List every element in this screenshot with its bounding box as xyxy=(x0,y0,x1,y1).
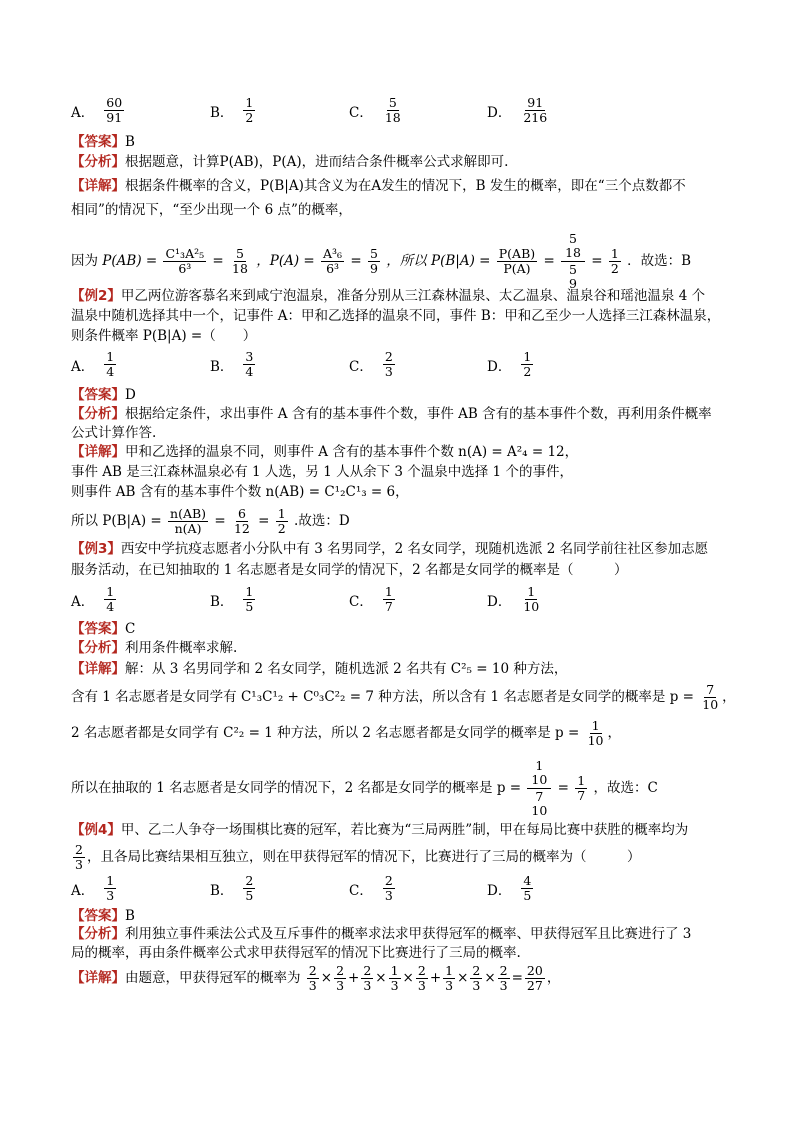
compound-fraction xyxy=(561,232,585,291)
stem-text: 西安中学抗疫志愿者小分队中有 3 名男同学，2 名女同学，现随机选派 2 名同学前往社区参加志愿 xyxy=(120,541,709,557)
detail-text: 2 名志愿者都是女同学有 C²₂ = 1 种方法，所以 2 名志愿者都是女同学的概率是 p = xyxy=(71,725,580,741)
fraction xyxy=(361,964,373,993)
q3-stem-line1 xyxy=(71,540,708,558)
denominator: 91 xyxy=(106,110,123,125)
operator: × xyxy=(402,970,414,986)
option-label: A． xyxy=(71,358,95,375)
denominator: 3 xyxy=(363,978,372,993)
q4-analysis-line2: 局的概率，再由条件概率公式求甲获得冠军的情况下比赛进行了三局的概率. xyxy=(71,945,521,961)
numerator: 7 xyxy=(535,789,544,804)
denominator: 6³ xyxy=(326,261,340,276)
fraction xyxy=(470,964,482,993)
q3-option-c xyxy=(349,585,397,614)
denominator: 9 xyxy=(569,276,577,291)
fraction xyxy=(334,964,346,993)
detail-text: 含有 1 名志愿者是女同学有 C¹₃C¹₂ + C⁰₃C²₂ = 7 种方法，所以含有 1 名志愿者是女同学的概率是 p = xyxy=(71,689,694,705)
denominator: 10 xyxy=(523,599,540,614)
math-text: 所以 P(B|A) = xyxy=(71,513,162,529)
answer-value: D xyxy=(125,387,136,403)
q2-stem-line3: 则条件概率 P(B|A) =（ ） xyxy=(71,328,257,344)
denominator: 5 xyxy=(245,888,254,903)
numerator: 5 xyxy=(569,262,577,277)
option-label: A． xyxy=(71,104,95,121)
denominator: 18 xyxy=(565,245,581,260)
q2-detail-formula xyxy=(71,506,350,536)
analysis-text: 根据题意，计算P(AB)，P(A)，进而结合条件概率公式求解即可. xyxy=(125,154,509,170)
math-text: P(AB) = xyxy=(102,253,158,269)
denominator: 18 xyxy=(232,261,248,276)
equals: = xyxy=(557,780,569,796)
example-tag: 【例4】 xyxy=(71,822,121,838)
numerator: 1 xyxy=(277,506,286,521)
numerator: 60 xyxy=(106,95,123,110)
detail-text: 解：从 3 名男同学和 2 名女同学，随机选派 2 名共有 C²₅ = 10 种方法， xyxy=(125,661,568,677)
q2-answer xyxy=(71,386,136,404)
q4-detail-line1 xyxy=(71,963,560,993)
numerator: 2 xyxy=(336,963,345,978)
denominator: 3 xyxy=(384,888,393,903)
detail-label: 【详解】 xyxy=(71,661,125,677)
fraction xyxy=(243,874,255,903)
numerator: 1 xyxy=(106,584,115,599)
fraction xyxy=(230,247,250,276)
fraction xyxy=(389,964,401,993)
q2-option-a xyxy=(71,350,118,379)
q4-answer xyxy=(71,907,135,925)
answer-label: 【答案】 xyxy=(71,621,125,637)
denominator: 10 xyxy=(702,697,719,712)
q1-detail-line1 xyxy=(71,177,686,195)
fraction xyxy=(383,585,395,614)
fraction xyxy=(243,585,255,614)
detail-text: 所以在抽取的 1 名志愿者是女同学的情况下，2 名都是女同学的概率是 p = xyxy=(71,780,522,796)
option-label: B． xyxy=(210,104,234,121)
fraction xyxy=(168,507,208,536)
fraction xyxy=(521,96,549,125)
fraction xyxy=(243,350,255,379)
detail-label: 【详解】 xyxy=(71,970,125,986)
numerator: 2 xyxy=(384,349,393,364)
text: .故选：D xyxy=(294,513,350,529)
denominator: 27 xyxy=(526,978,543,993)
fraction xyxy=(383,96,403,125)
numerator: 1 xyxy=(535,758,544,773)
detail-label: 【详解】 xyxy=(71,444,125,460)
numerator: 2 xyxy=(472,963,481,978)
denominator: 3 xyxy=(336,978,345,993)
denominator: 216 xyxy=(523,110,548,125)
q2-detail-line2: 事件 AB 是三江森林温泉必有 1 人选，另 1 人从余下 3 个温泉中选择 1 个的事件， xyxy=(71,464,573,480)
q4-option-b xyxy=(210,874,257,903)
fraction xyxy=(521,585,541,614)
q1-option-a xyxy=(71,96,126,125)
denominator: 4 xyxy=(106,599,115,614)
text: ， xyxy=(607,725,622,741)
numerator: 1 xyxy=(577,773,586,788)
analysis-text: 利用条件概率求解. xyxy=(125,640,238,656)
denominator: 2 xyxy=(523,364,532,379)
fraction xyxy=(525,964,545,993)
q3-analysis xyxy=(71,639,237,657)
example-tag: 【例3】 xyxy=(71,541,121,557)
fraction xyxy=(163,247,206,276)
q1-detail-formula xyxy=(71,232,691,291)
fraction xyxy=(443,964,455,993)
denominator: 3 xyxy=(445,978,454,993)
denominator: 2 xyxy=(277,521,286,536)
q4-stem-line2 xyxy=(71,842,640,872)
denominator: 10 xyxy=(587,733,604,748)
denominator: 2 xyxy=(610,261,619,276)
operator: × xyxy=(484,970,496,986)
q4-stem-line1 xyxy=(71,821,688,839)
option-label: B． xyxy=(210,593,234,610)
operator: = xyxy=(511,970,523,986)
numerator: 5 xyxy=(369,246,378,261)
q3-detail-line4 xyxy=(71,758,658,818)
stem-text: 甲乙两位游客慕名来到咸宁泡温泉，准备分别从三江森林温泉、太乙温泉、温泉谷和瑶池温泉 4 个 xyxy=(120,288,706,304)
option-label: D． xyxy=(487,593,512,610)
example-tag: 【例2】 xyxy=(71,288,121,304)
analysis-label: 【分析】 xyxy=(71,154,125,170)
denominator: 7 xyxy=(577,788,586,803)
q1-analysis xyxy=(71,153,508,171)
fraction xyxy=(276,507,288,536)
fraction xyxy=(416,964,428,993)
denominator: 5 xyxy=(245,599,254,614)
option-label: C． xyxy=(349,358,373,375)
option-label: C． xyxy=(349,593,373,610)
q2-detail-line3: 则事件 AB 含有的基本事件个数 n(AB) = C¹₂C¹₃ = 6， xyxy=(71,484,409,500)
detail-label: 【详解】 xyxy=(71,178,125,194)
probability-expression xyxy=(305,963,547,993)
q1-option-d xyxy=(487,96,551,125)
option-label: B． xyxy=(210,358,234,375)
numerator: 2 xyxy=(245,873,254,888)
compound-fraction xyxy=(527,759,551,818)
equals: = xyxy=(350,253,362,269)
denominator: P(A) xyxy=(503,261,531,276)
fraction xyxy=(586,719,606,748)
option-label: A． xyxy=(71,593,95,610)
fraction xyxy=(498,964,510,993)
q3-detail-line1 xyxy=(71,660,567,678)
numerator: 5 xyxy=(569,231,577,246)
analysis-text: 根据给定条件，求出事件 A 含有的基本事件个数，事件 AB 含有的基本事件个数，再利用条件概率 xyxy=(125,406,712,422)
numerator: n(AB) xyxy=(170,506,207,521)
q3-option-b xyxy=(210,585,257,614)
numerator: 1 xyxy=(384,584,393,599)
text: ．故选：B xyxy=(627,253,692,269)
numerator: 1 xyxy=(527,584,536,599)
text: ， xyxy=(722,689,736,705)
q3-answer xyxy=(71,620,135,638)
q2-analysis-line2: 公式计算作答. xyxy=(71,425,157,441)
option-label: C． xyxy=(349,104,373,121)
numerator: C¹₃A²₅ xyxy=(165,246,205,261)
numerator: 1 xyxy=(445,963,454,978)
operator: × xyxy=(375,970,387,986)
fraction xyxy=(700,683,720,712)
fraction xyxy=(529,759,549,787)
fraction xyxy=(307,964,319,993)
answer-value: C xyxy=(125,621,136,637)
q2-option-b xyxy=(210,350,257,379)
numerator: A³₆ xyxy=(323,246,343,261)
denominator: 3 xyxy=(472,978,481,993)
equals: = xyxy=(543,253,555,269)
numerator: 2 xyxy=(384,873,393,888)
equals: = xyxy=(258,513,270,529)
q4-option-a xyxy=(71,874,118,903)
denominator: 3 xyxy=(106,888,115,903)
numerator: 1 xyxy=(245,95,254,110)
detail-text: 甲和乙选择的温泉不同，则事件 A 含有的基本事件个数 n(A) = A²₄ = 12， xyxy=(125,444,579,460)
denominator: 6³ xyxy=(178,261,192,276)
numerator: 2 xyxy=(417,963,426,978)
fraction xyxy=(104,96,124,125)
fraction xyxy=(104,350,116,379)
operator: × xyxy=(320,970,333,986)
numerator: 2 xyxy=(75,842,83,857)
fraction xyxy=(609,247,621,276)
fraction xyxy=(497,247,537,276)
numerator: 1 xyxy=(106,349,115,364)
numerator: 7 xyxy=(706,682,715,697)
math-text: ，P(A) = xyxy=(256,253,315,269)
denominator: 3 xyxy=(390,978,399,993)
fraction xyxy=(521,350,533,379)
analysis-text: 利用独立事件乘法公式及互斥事件的概率求法求甲获得冠军的概率、甲获得冠军且比赛进行了 3 xyxy=(125,926,692,942)
denominator: 9 xyxy=(369,261,378,276)
numerator: 1 xyxy=(523,349,532,364)
denominator: 10 xyxy=(531,803,548,818)
option-label: B． xyxy=(210,882,234,899)
denominator: 12 xyxy=(233,521,250,536)
q2-stem-line2: 温泉中随机选择其中一个，记事件 A：甲和乙选择的温泉不同，事件 B：甲和乙至少一人选择三江森林温泉， xyxy=(71,308,721,324)
q2-analysis-line1 xyxy=(71,405,712,423)
numerator: 5 xyxy=(236,246,244,261)
denominator: 3 xyxy=(384,364,393,379)
numerator: 1 xyxy=(390,963,399,978)
stem-text: 甲、乙二人争夺一场围棋比赛的冠军，若比赛为“三局两胜”制，甲在每局比赛中获胜的概率均为 xyxy=(120,822,689,838)
q1-option-c xyxy=(349,96,405,125)
fraction xyxy=(104,874,116,903)
denominator: 7 xyxy=(384,599,393,614)
numerator: 20 xyxy=(526,963,543,978)
q1-detail-line2: 相同”的情况下，“至少出现一个 6 点”的概率， xyxy=(71,202,352,218)
text: 因为 xyxy=(71,253,98,269)
numerator: 6 xyxy=(237,506,246,521)
option-label: D． xyxy=(487,358,512,375)
q2-detail-line1 xyxy=(71,443,578,461)
q2-option-d xyxy=(487,350,535,379)
denominator: 4 xyxy=(245,364,254,379)
detail-text: 由题意，甲获得冠军的概率为 xyxy=(125,970,301,986)
denominator: n(A) xyxy=(174,521,202,536)
equals: = xyxy=(591,253,603,269)
text: ，故选：C xyxy=(593,780,658,796)
answer-value: B xyxy=(125,908,135,924)
denominator: 3 xyxy=(308,978,317,993)
numerator: 3 xyxy=(245,349,254,364)
denominator: 4 xyxy=(106,364,115,379)
fraction xyxy=(383,350,395,379)
q2-option-c xyxy=(349,350,397,379)
analysis-label: 【分析】 xyxy=(71,926,125,942)
numerator: 1 xyxy=(245,584,254,599)
numerator: 5 xyxy=(388,95,397,110)
operator: × xyxy=(457,970,469,986)
fraction xyxy=(232,507,252,536)
q3-detail-line3 xyxy=(71,718,621,748)
fraction xyxy=(73,843,85,872)
fraction xyxy=(521,874,533,903)
numerator: P(AB) xyxy=(498,246,536,261)
q3-option-d xyxy=(487,585,543,614)
denominator: 3 xyxy=(499,978,508,993)
denominator: 5 xyxy=(523,888,532,903)
numerator: 1 xyxy=(106,873,115,888)
numerator: 1 xyxy=(591,718,600,733)
answer-label: 【答案】 xyxy=(71,387,125,403)
q4-analysis-line1 xyxy=(71,925,691,943)
option-label: C． xyxy=(349,882,373,899)
numerator: 1 xyxy=(610,246,619,261)
fraction xyxy=(529,790,549,818)
fraction xyxy=(321,247,344,276)
numerator: 4 xyxy=(523,873,532,888)
analysis-label: 【分析】 xyxy=(71,640,125,656)
q1-answer xyxy=(71,133,135,151)
denominator: 3 xyxy=(75,857,83,872)
denominator: 18 xyxy=(384,110,401,125)
q3-detail-line2 xyxy=(71,682,736,712)
denominator: 2 xyxy=(245,110,254,125)
numerator: 2 xyxy=(499,963,508,978)
q2-stem-line1 xyxy=(71,287,705,305)
fraction xyxy=(563,232,583,260)
answer-label: 【答案】 xyxy=(71,908,125,924)
numerator: 2 xyxy=(363,963,372,978)
fraction xyxy=(383,874,395,903)
q4-option-c xyxy=(349,874,397,903)
option-label: D． xyxy=(487,104,512,121)
denominator: 3 xyxy=(417,978,426,993)
analysis-label: 【分析】 xyxy=(71,406,125,422)
operator: + xyxy=(429,970,442,986)
option-label: A． xyxy=(71,882,95,899)
answer-label: 【答案】 xyxy=(71,134,125,150)
fraction xyxy=(368,247,380,276)
math-text: ，所以 P(B|A) = xyxy=(386,253,491,269)
fraction xyxy=(575,774,587,803)
q3-stem-line2: 服务活动，在已知抽取的 1 名志愿者是女同学的情况下，2 名都是女同学的概率是（ ） xyxy=(71,562,628,578)
fraction xyxy=(243,96,255,125)
q4-option-d xyxy=(487,874,535,903)
stem-text: ，且各局比赛结果相互独立，则在甲获得冠军的情况下，比赛进行了三局的概率为（ ） xyxy=(86,849,641,865)
option-label: D． xyxy=(487,882,512,899)
fraction xyxy=(104,585,116,614)
q3-option-a xyxy=(71,585,118,614)
denominator: 10 xyxy=(531,772,548,787)
equals: = xyxy=(212,253,224,269)
numerator: 91 xyxy=(527,95,544,110)
answer-value: B xyxy=(125,134,135,150)
equals: = xyxy=(214,513,226,529)
q1-option-b xyxy=(210,96,257,125)
text: ， xyxy=(546,970,561,986)
numerator: 2 xyxy=(308,963,317,978)
detail-text: 根据条件概率的含义，P(B|A)其含义为在A发生的情况下，B 发生的概率，即在“三个点数都不 xyxy=(125,178,686,194)
operator: + xyxy=(348,970,360,986)
